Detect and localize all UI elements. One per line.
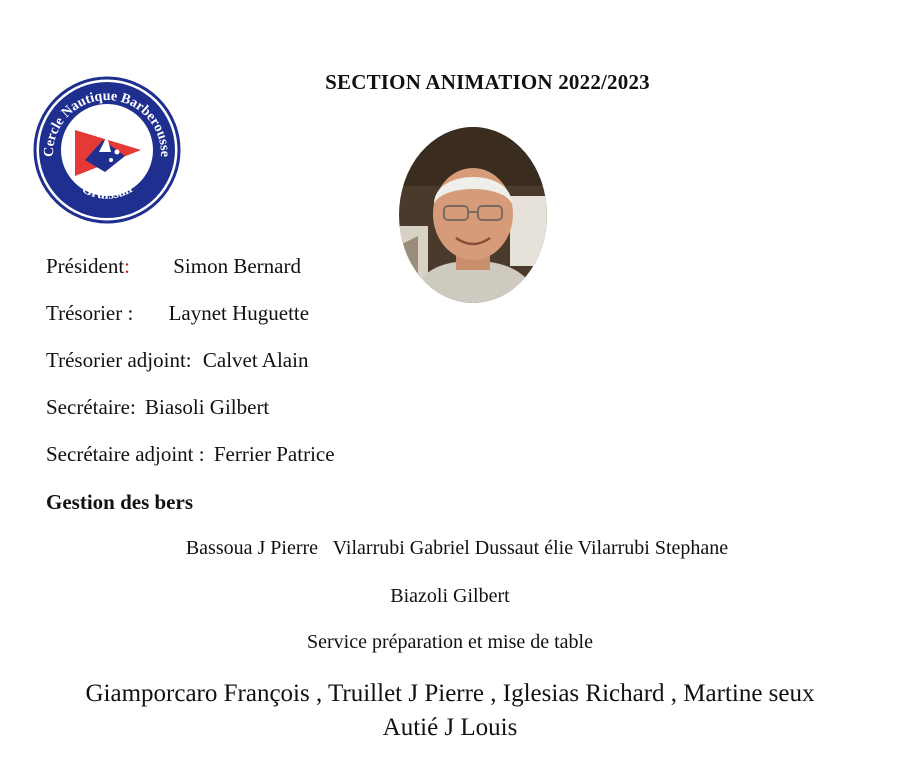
- role-president: [46, 254, 301, 279]
- role-name: Laynet Huguette: [168, 301, 310, 325]
- bers-names-line2: Biazoli Gilbert: [390, 585, 510, 607]
- page-title: SECTION ANIMATION 2022/2023: [325, 70, 650, 94]
- role-name: Simon Bernard: [173, 254, 301, 278]
- role-name: Ferrier Patrice: [213, 442, 335, 466]
- logo-bottom-text: Gruissan: [79, 181, 135, 203]
- service-names-line1: Giamporcaro François , Truillet J Pierre , Iglesias Richard , Martine seux: [85, 680, 815, 707]
- logo-top-text: Cercle Nautique Barberousse: [41, 88, 173, 158]
- role-colon: :: [124, 254, 130, 278]
- service-heading: Service préparation et mise de table: [307, 631, 593, 653]
- bers-names-line1: Bassoua J Pierre Vilarrubi Gabriel Dussaut élie Vilarrubi Stephane: [185, 537, 729, 559]
- service-names-line2: Autié J Louis: [382, 714, 518, 741]
- role-name: Calvet Alain: [202, 348, 309, 372]
- club-logo: [33, 76, 181, 224]
- role-label: Trésorier :: [46, 301, 134, 325]
- role-label: Président: [46, 254, 125, 278]
- role-tresorier: [46, 301, 309, 326]
- role-tresorier-adjoint: [46, 348, 308, 373]
- portrait-photo: [398, 126, 548, 304]
- role-label: Secrétaire:: [46, 395, 136, 419]
- role-secretaire-adjoint: [46, 442, 335, 467]
- role-label: Secrétaire adjoint :: [46, 442, 205, 466]
- bers-heading: Gestion des bers: [46, 490, 193, 514]
- role-name: Biasoli Gilbert: [145, 395, 270, 419]
- role-label: Trésorier adjoint:: [46, 348, 192, 372]
- role-secretaire: [46, 395, 269, 420]
